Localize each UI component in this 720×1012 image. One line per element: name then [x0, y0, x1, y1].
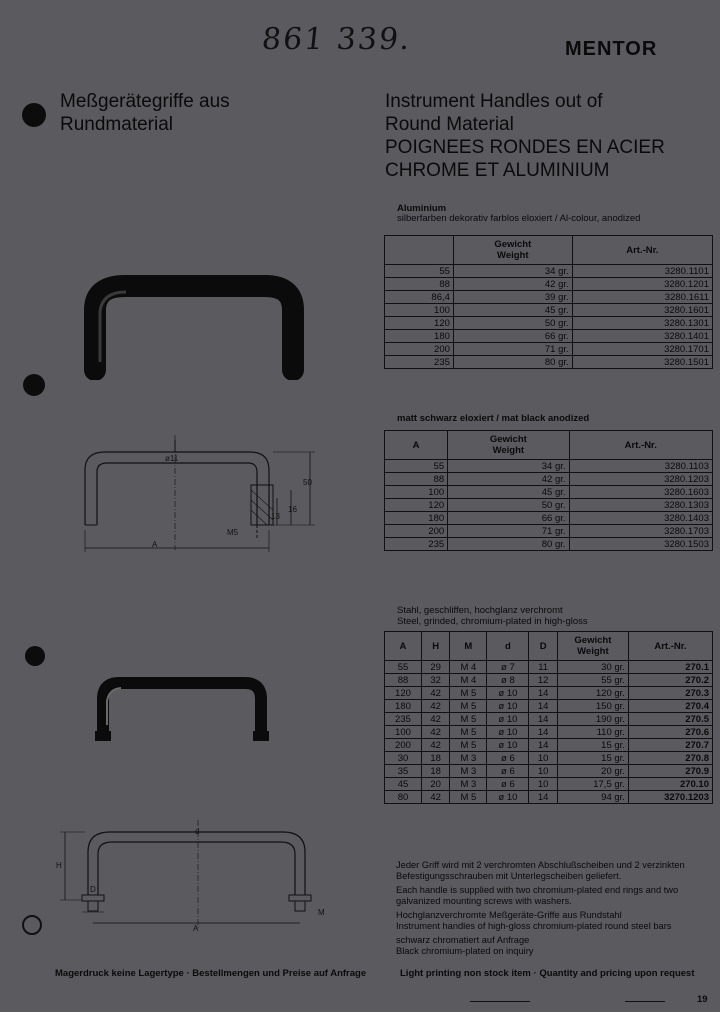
table-cell: M 5 [450, 791, 487, 804]
table-row [385, 499, 713, 512]
table-row [385, 752, 713, 765]
table-cell: 235 [385, 713, 422, 726]
footer-rule [470, 1001, 530, 1002]
table-cell: 180 [385, 512, 448, 525]
table-row [385, 765, 713, 778]
table-cell: 3280.1701 [572, 343, 712, 356]
brand-logo: MENTOR [565, 38, 658, 60]
table-cell: 42 [421, 726, 449, 739]
table-cell: 270.6 [628, 726, 712, 739]
table-cell: 55 [385, 460, 448, 473]
table-cell: 45 [385, 778, 422, 791]
table-cell: 34 gr. [448, 460, 569, 473]
steel-label-de: Stahl, geschliffen, hochglanz verchromt [397, 605, 563, 616]
table-row [385, 538, 713, 551]
table-cell: 3280.1301 [572, 317, 712, 330]
table-cell: 15 gr. [557, 739, 628, 752]
table-cell: M 5 [450, 739, 487, 752]
table-cell: ø 8 [487, 674, 529, 687]
table-cell: ø 6 [487, 778, 529, 791]
aluminium-sublabel: silberfarben dekorativ farblos eloxiert / Al-colour, anodized [397, 213, 641, 224]
note-line: Jeder Griff wird mit 2 verchromten Abschlußscheiben und 2 verzinkten [396, 860, 685, 870]
table-cell: 3270.1203 [628, 791, 712, 804]
table-cell: M 5 [450, 713, 487, 726]
table-cell: 88 [385, 674, 422, 687]
table-cell: 3280.1401 [572, 330, 712, 343]
table-cell: 180 [385, 700, 422, 713]
table-cell: 30 gr. [557, 661, 628, 674]
table-cell: 120 [385, 499, 448, 512]
table-cell: 14 [529, 687, 557, 700]
table-header-row [385, 236, 713, 265]
table-row [385, 778, 713, 791]
table-cell: 42 [421, 687, 449, 700]
note-line: schwarz chromatiert auf Anfrage [396, 935, 530, 945]
table-cell: 120 [385, 317, 454, 330]
dim-h: H [56, 861, 62, 870]
table-header-cell: A [385, 632, 422, 661]
table-cell: M 3 [450, 752, 487, 765]
table-cell: M 5 [450, 700, 487, 713]
dim-a: A [152, 540, 158, 549]
table-row [385, 713, 713, 726]
table-cell: 55 gr. [557, 674, 628, 687]
note-line: Instrument handles of high-gloss chromium-plated round steel bars [396, 921, 672, 931]
table-cell: 80 gr. [453, 356, 572, 369]
table-cell: 3280.1403 [569, 512, 712, 525]
table-header-cell: Art.-Nr. [628, 632, 712, 661]
table-cell: 20 [421, 778, 449, 791]
table-cell: 3280.1201 [572, 278, 712, 291]
table-cell: 180 [385, 330, 454, 343]
table-row [385, 473, 713, 486]
note-line: Hochglanzverchromte Meßgeräte-Griffe aus Rundstahl [396, 910, 622, 920]
table-row [385, 330, 713, 343]
table-cell: M 3 [450, 778, 487, 791]
dim-m: M [318, 908, 325, 917]
table-cell: 3280.1303 [569, 499, 712, 512]
table-cell: 3280.1703 [569, 525, 712, 538]
black-label: matt schwarz eloxiert / mat black anodized [397, 413, 590, 424]
dim-a: A [193, 924, 199, 933]
table-row [385, 726, 713, 739]
table-cell: ø 7 [487, 661, 529, 674]
table-row [385, 356, 713, 369]
aluminium-label: Aluminium [397, 203, 447, 214]
note-line: Black chromium-plated on inquiry [396, 946, 534, 956]
table-cell: 42 gr. [453, 278, 572, 291]
title-line: Round Material [385, 114, 514, 135]
table-cell: 80 gr. [448, 538, 569, 551]
dim-big-d: D [90, 885, 96, 894]
table-row [385, 317, 713, 330]
table-cell: 35 [385, 765, 422, 778]
table-cell: 270.9 [628, 765, 712, 778]
table-row [385, 700, 713, 713]
table-cell: 14 [529, 739, 557, 752]
table-cell: 3280.1503 [569, 538, 712, 551]
dim-thread: M5 [227, 528, 239, 537]
table-cell: 55 [385, 265, 454, 278]
aluminium-table [384, 235, 713, 369]
table-header-cell: Gewicht Weight [453, 236, 572, 265]
table-cell: M 5 [450, 726, 487, 739]
table-cell: 66 gr. [453, 330, 572, 343]
table-header-cell [385, 236, 454, 265]
page-number: 19 [697, 994, 708, 1005]
table-cell: ø 10 [487, 700, 529, 713]
black-table [384, 430, 713, 551]
steel-handle-drawing [50, 820, 340, 935]
title-line: Instrument Handles out of [385, 91, 603, 112]
binder-hole [22, 915, 42, 935]
table-cell: 34 gr. [453, 265, 572, 278]
table-cell: M 4 [450, 661, 487, 674]
table-cell: 10 [529, 752, 557, 765]
table-header-cell: A [385, 431, 448, 460]
table-cell: 3280.1101 [572, 265, 712, 278]
table-cell: 270.8 [628, 752, 712, 765]
table-cell: ø 10 [487, 687, 529, 700]
table-row [385, 460, 713, 473]
table-cell: 15 gr. [557, 752, 628, 765]
black-handle-image [80, 270, 310, 380]
table-cell: 270.2 [628, 674, 712, 687]
table-cell: ø 6 [487, 752, 529, 765]
table-cell: 190 gr. [557, 713, 628, 726]
table-cell: 120 gr. [557, 687, 628, 700]
title-line: POIGNEES RONDES EN ACIER [385, 137, 665, 158]
table-cell: 71 gr. [448, 525, 569, 538]
steel-table [384, 631, 713, 804]
table-cell: 120 [385, 687, 422, 700]
bullet-dot [23, 374, 45, 396]
table-cell: M 4 [450, 674, 487, 687]
table-cell: 270.5 [628, 713, 712, 726]
table-cell: 50 gr. [453, 317, 572, 330]
note-line: galvanized mounting screws with washers. [396, 896, 572, 906]
table-cell: 45 gr. [448, 486, 569, 499]
table-cell: 200 [385, 343, 454, 356]
table-row [385, 304, 713, 317]
table-cell: 86,4 [385, 291, 454, 304]
table-row [385, 486, 713, 499]
table-cell: 55 [385, 661, 422, 674]
table-cell: 32 [421, 674, 449, 687]
table-row [385, 661, 713, 674]
table-cell: 30 [385, 752, 422, 765]
table-cell: 88 [385, 278, 454, 291]
table-header-cell: Art.-Nr. [569, 431, 712, 460]
table-header-cell: D [529, 632, 557, 661]
title-german-line: Meßgerätegriffe aus [60, 91, 230, 112]
table-cell: 100 [385, 486, 448, 499]
table-cell: 20 gr. [557, 765, 628, 778]
table-cell: 80 [385, 791, 422, 804]
note-line: Befestigungsschrauben mit Unterlegscheiben geliefert. [396, 871, 622, 881]
table-header-cell: d [487, 632, 529, 661]
table-cell: 42 [421, 791, 449, 804]
table-cell: 100 [385, 304, 454, 317]
table-cell: M 5 [450, 687, 487, 700]
footer-english: Light printing non stock item · Quantity and pricing upon request [400, 968, 695, 979]
table-cell: 3280.1603 [569, 486, 712, 499]
table-cell: 235 [385, 538, 448, 551]
notes-block [396, 860, 716, 957]
table-cell: 200 [385, 525, 448, 538]
table-cell: 39 gr. [453, 291, 572, 304]
dim-d: d [195, 827, 200, 836]
table-cell: 10 [529, 778, 557, 791]
table-cell: 270.4 [628, 700, 712, 713]
table-row [385, 791, 713, 804]
table-cell: 270.3 [628, 687, 712, 700]
dim-diameter: ø11 [165, 454, 179, 463]
table-cell: 18 [421, 765, 449, 778]
dim-16: 16 [288, 505, 297, 514]
table-cell: ø 10 [487, 739, 529, 752]
table-row [385, 291, 713, 304]
steel-label-en: Steel, grinded, chromium-plated in high-gloss [397, 616, 588, 627]
table-cell: 42 [421, 700, 449, 713]
table-cell: 200 [385, 739, 422, 752]
table-cell: 42 [421, 739, 449, 752]
table-cell: 235 [385, 356, 454, 369]
table-cell: M 3 [450, 765, 487, 778]
steel-handle-image [95, 675, 275, 745]
table-cell: 18 [421, 752, 449, 765]
table-cell: 14 [529, 791, 557, 804]
table-header-cell: M [450, 632, 487, 661]
table-cell: 3280.1103 [569, 460, 712, 473]
title-german-line: Rundmaterial [60, 114, 173, 135]
table-cell: ø 6 [487, 765, 529, 778]
dim-height-50: 50 [303, 478, 312, 487]
note-line: Each handle is supplied with two chromium-plated end rings and two [396, 885, 679, 895]
table-cell: ø 10 [487, 791, 529, 804]
table-row [385, 265, 713, 278]
table-row [385, 739, 713, 752]
table-cell: 3280.1501 [572, 356, 712, 369]
table-cell: 14 [529, 726, 557, 739]
handwritten-note: 861 339. [260, 22, 414, 57]
table-cell: 45 gr. [453, 304, 572, 317]
aluminium-handle-drawing [55, 430, 330, 560]
table-row [385, 687, 713, 700]
table-header-cell: Gewicht Weight [448, 431, 569, 460]
table-header-cell: H [421, 632, 449, 661]
footer-rule [625, 1001, 665, 1002]
bullet-dot [22, 103, 46, 127]
title-german [60, 90, 230, 136]
table-cell: 17,5 gr. [557, 778, 628, 791]
table-cell: 42 gr. [448, 473, 569, 486]
table-cell: 14 [529, 700, 557, 713]
table-cell: 42 [421, 713, 449, 726]
table-cell: 94 gr. [557, 791, 628, 804]
table-cell: 14 [529, 713, 557, 726]
table-cell: 50 gr. [448, 499, 569, 512]
title-english-french [385, 90, 665, 182]
title-line: CHROME ET ALUMINIUM [385, 160, 610, 181]
table-row [385, 512, 713, 525]
table-cell: 29 [421, 661, 449, 674]
table-cell: 3280.1203 [569, 473, 712, 486]
table-row [385, 343, 713, 356]
table-row [385, 278, 713, 291]
table-cell: 12 [529, 674, 557, 687]
table-cell: 270.1 [628, 661, 712, 674]
table-cell: 270.7 [628, 739, 712, 752]
table-cell: 66 gr. [448, 512, 569, 525]
table-cell: 3280.1611 [572, 291, 712, 304]
table-cell: 100 [385, 726, 422, 739]
table-row [385, 525, 713, 538]
footer-german: Magerdruck keine Lagertype · Bestellmengen und Preise auf Anfrage [55, 968, 367, 979]
table-cell: 11 [529, 661, 557, 674]
table-cell: ø 10 [487, 726, 529, 739]
table-cell: 88 [385, 473, 448, 486]
table-header-cell: Art.-Nr. [572, 236, 712, 265]
bullet-dot [25, 646, 45, 666]
dim-13: 13 [271, 512, 280, 521]
table-cell: 10 [529, 765, 557, 778]
table-header-cell: Gewicht Weight [557, 632, 628, 661]
table-cell: 3280.1601 [572, 304, 712, 317]
table-cell: 150 gr. [557, 700, 628, 713]
table-header-row [385, 431, 713, 460]
table-cell: ø 10 [487, 713, 529, 726]
table-row [385, 674, 713, 687]
table-cell: 110 gr. [557, 726, 628, 739]
table-cell: 270.10 [628, 778, 712, 791]
table-header-row [385, 632, 713, 661]
table-cell: 71 gr. [453, 343, 572, 356]
